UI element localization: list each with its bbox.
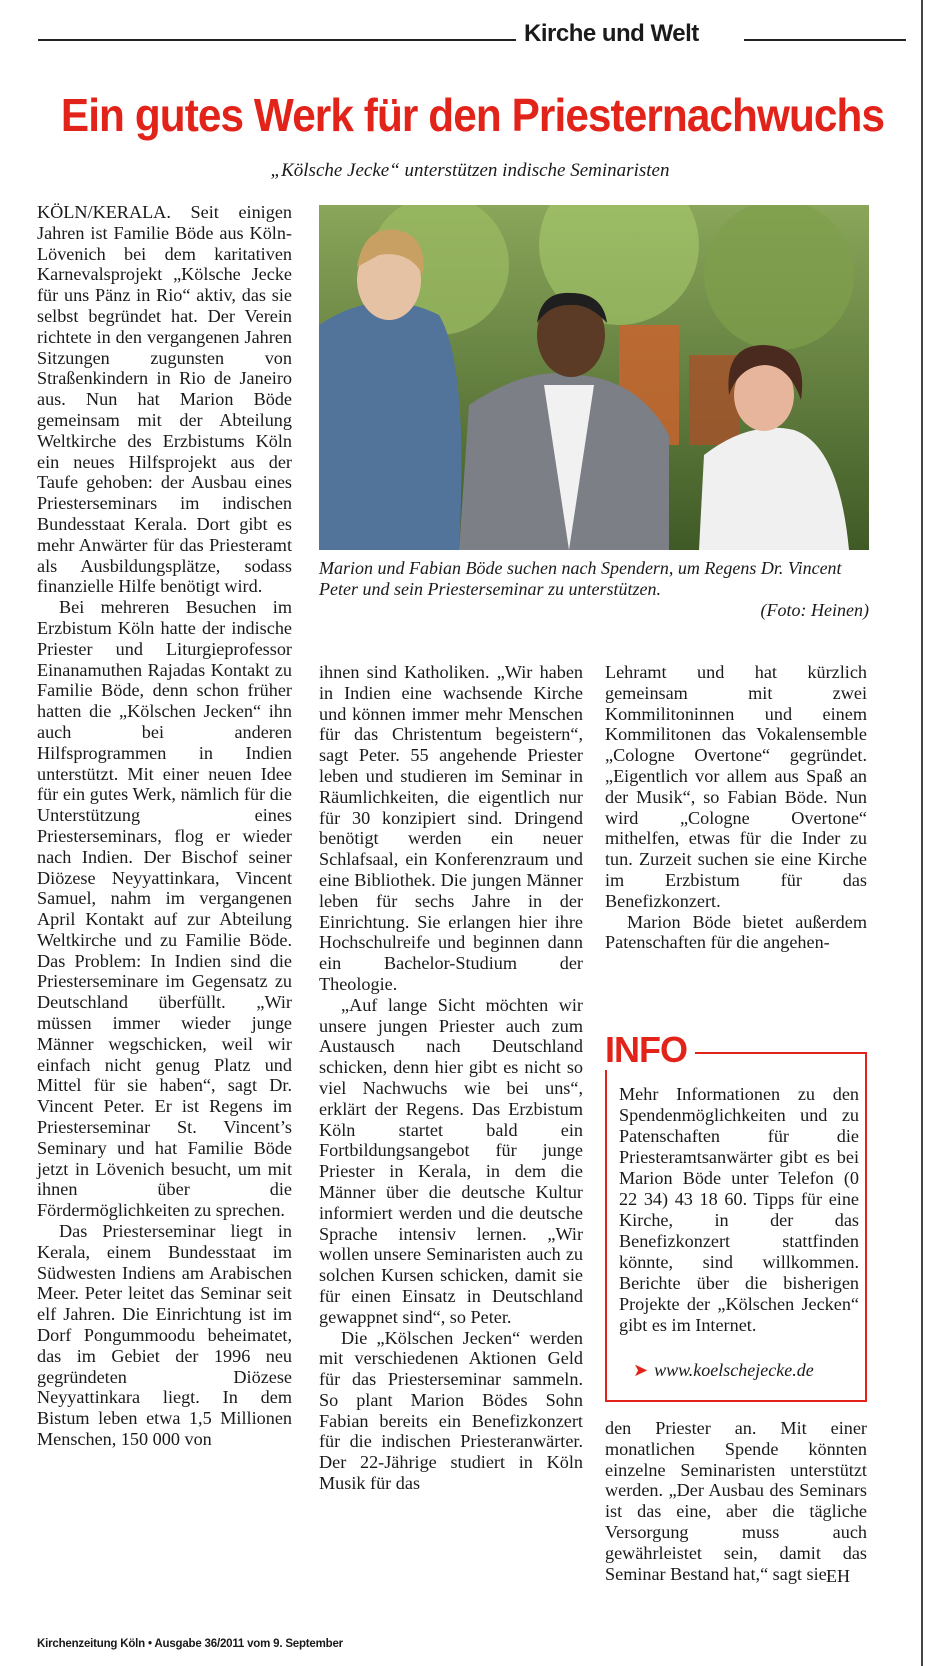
section-title: Kirche und Welt [524, 20, 699, 47]
article-photo [319, 205, 869, 550]
page-edge-rule [921, 0, 923, 1666]
section-rule-right [744, 39, 906, 41]
subheadline: „Kölsche Jecke“ unterstützen indische Seminaristen [270, 160, 670, 181]
arrow-right-icon: ➤ [633, 1360, 649, 1380]
paragraph: den Priester an. Mit einer monatlichen Spende könnten einzelne Seminaristen unterstützt werden. „Der Ausbau des Seminars ist das eine, aber die tägliche Versorgung muss auch gewährleistet sein, damit das Seminar Bestand hat,“ sagt sie. [605, 1418, 867, 1584]
photo-caption [319, 558, 869, 621]
author-signature: EH [826, 1566, 850, 1586]
article-column-2 [319, 662, 583, 1494]
paragraph: ihnen sind Katholiken. „Wir haben in Indien eine wachsende Kirche und können immer mehr Menschen für das Christentum begeistern“, sagt Peter. 55 angehende Priester leben und studieren im Seminar in Räumlichkeiten, die eigentlich nur für 30 konzipiert sind. Dringend benötigt werden ein neuer Schlafsaal, ein Konferenzraum und eine Bibliothek. Die jungen Männer leben für sechs Jahre in der Einrichtung. Sie erlangen hier ihre Hochschulreife und beginnen dann ein Bachelor-Studium der Theologie. [319, 662, 583, 994]
footer-issue-line: Kirchenzeitung Köln • Ausgabe 36/2011 vom 9. September [37, 1638, 343, 1650]
section-header [38, 22, 906, 48]
paragraph: Das Priesterseminar liegt in Kerala, einem Bundesstaat im Südwesten Indiens am Arabischen Meer. Peter leitet das Seminar seit elf Jahren. Die Einrichtung ist im Dorf Pongummoodu beheimatet, das im Gebiet der 1996 neu gegründeten Diözese Neyyattinkara liegt. In dem Bistum leben etwa 1,5 Millionen Menschen, 150 000 von [37, 1221, 292, 1450]
info-link[interactable] [633, 1360, 814, 1381]
article-column-3-continued [605, 1418, 867, 1584]
article-column-1 [37, 202, 292, 1450]
article-column-3 [605, 662, 867, 953]
info-title: INFO [605, 1030, 695, 1070]
headline: Ein gutes Werk für den Priesternachwuchs [60, 89, 885, 141]
section-rule-left [38, 39, 516, 41]
paragraph: Lehramt und hat kürzlich gemeinsam mit zwei Kommilitoninnen und einem Kommilitonen das Vokalensemble „Cologne Overtone“ gegründet. „Eigentlich vor allem aus Spaß an der Musik“, so Fabian Böde. Nun wird „Cologne Overtone“ mithelfen, etwas für die Inder zu tun. Zurzeit suchen sie eine Kirche im Erzbistum für das Benefizkonzert. [605, 662, 867, 911]
info-text: Mehr Informationen zu den Spendenmöglichkeiten und zu Patenschaften für die Priesteramtsanwärter gibt es bei Marion Böde unter Telefon (0 22 34) 43 18 60. Tipps für eine Kirche, in der das Benefizkonzert stattfinden könnte, sind willkommen. Berichte über die bisherigen Projekte der „Kölschen Jecken“ gibt es im Internet. [619, 1084, 859, 1335]
info-link-text[interactable]: www.koelschejecke.de [654, 1360, 814, 1380]
paragraph: Die „Kölschen Jecken“ werden mit verschiedenen Aktionen Geld für das Priesterseminar sammeln. So plant Marion Bödes Sohn Fabian bereits ein Benefizkonzert für die indischen Priesteranwärter. Der 22-Jährige studiert in Köln Musik für das [319, 1327, 583, 1494]
paragraph: KÖLN/KERALA. Seit einigen Jahren ist Familie Böde aus Köln-Lövenich bei dem karitativen Karnevalsprojekt „Kölsche Jecke für uns Pänz in Rio“ aktiv, das sie selbst begründet hat. Der Verein richtete in den vergangenen Jahren Sitzungen zugunsten von Straßenkindern in Rio de Janeiro aus. Nun hat Marion Böde gemeinsam mit der Abteilung Weltkirche des Erzbistums Köln ein neues Hilfsprojekt aus der Taufe gehoben: der Ausbau eines Priesterseminars im indischen Bundesstaat Kerala. Dort gibt es mehr Anwärter für das Priesteramt als Ausbildungsplätze, sodass finanzielle Hilfe benötigt wird. [37, 202, 292, 597]
info-rule [683, 1052, 867, 1054]
photo-illustration [319, 205, 869, 550]
caption-text: Marion und Fabian Böde suchen nach Spendern, um Regens Dr. Vincent Peter und sein Priesterseminar zu unterstützen. [319, 558, 842, 599]
paragraph: Marion Böde bietet außerdem Patenschaften für die angehen- [605, 911, 867, 953]
info-box [605, 1030, 867, 1402]
photo-credit: (Foto: Heinen) [760, 600, 869, 620]
paragraph: Bei mehreren Besuchen im Erzbistum Köln hatte der indische Priester und Liturgieprofessor Einanamuthen Rajadas Kontakt zu Familie Böde, denn schon früher hatten die „Kölschen Jecken“ ihn auch bei anderen Hilfsprogrammen in Indien unterstützt. Mit einer neuen Idee für ein gutes Werk, nämlich für die Unterstützung eines Priesterseminars, flog er wieder nach Indien. Der Bischof seiner Diözese Neyyattinkara, Vincent Samuel, nahm im vergangenen April Kontakt auf zur Abteilung Weltkirche und zu Familie Böde. Das Problem: In Indien sind die Priesterseminare im Gegensatz zu Deutschland überfüllt. „Wir müssen immer wieder junge Männer wegschicken, weil wir einfach nicht genug Platz und Mittel für sie haben“, sagt Dr. Vincent Peter. Er ist Regens im Priesterseminar St. Vincent’s Seminary und hat Familie Böde jetzt in Lövenich besucht, um mit ihnen über die Fördermöglichkeiten zu sprechen. [37, 597, 292, 1221]
paragraph: „Auf lange Sicht möchten wir unsere jungen Priester auch zum Austausch nach Deutschland schicken, denn hier gibt es nicht so viel Nachwuchs wie bei uns“, erklärt der Regens. Das Erzbistum Köln startet bald ein Fortbildungsangebot für junge Priester in Kerala, in dem die Männer über die deutsche Kultur informiert werden und die deutsche Sprache intensiv lernen. „Wir wollen unsere Seminaristen auch zu solchen Kursen schicken, damit sie für einen Einsatz in Deutschland gewappnet sind“, so Peter. [319, 994, 583, 1327]
